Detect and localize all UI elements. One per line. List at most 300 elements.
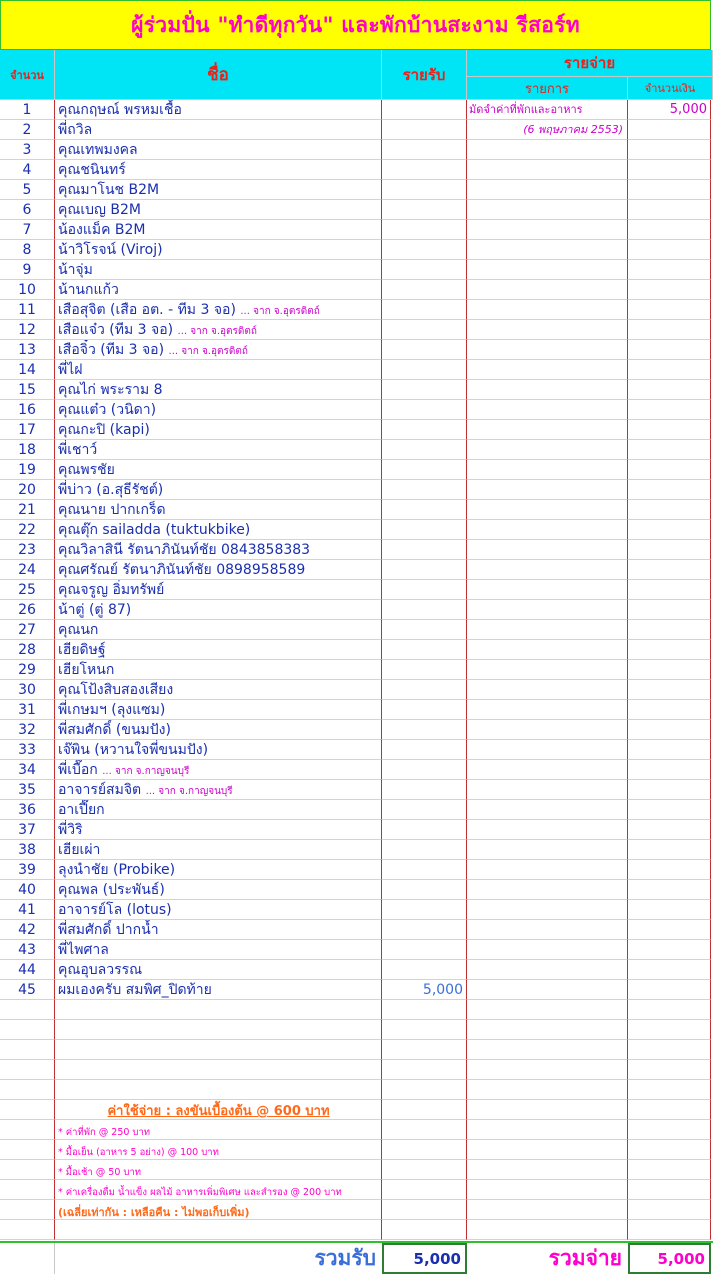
- cell-expense-amount[interactable]: [628, 720, 711, 740]
- cell-income[interactable]: [382, 860, 467, 880]
- cell-name[interactable]: [55, 380, 382, 400]
- cell-expense-item[interactable]: [467, 220, 628, 240]
- cell-expense-amount[interactable]: [628, 1120, 711, 1140]
- table-row: [0, 480, 713, 500]
- cell-name[interactable]: [55, 260, 382, 280]
- cell-income[interactable]: [382, 1080, 467, 1100]
- cell-income[interactable]: [382, 740, 467, 760]
- cell-name[interactable]: [55, 340, 382, 360]
- cell-name[interactable]: [55, 300, 382, 320]
- cell-name[interactable]: [55, 660, 382, 680]
- cell-name[interactable]: [55, 460, 382, 480]
- cell-expense-amount[interactable]: [628, 360, 711, 380]
- cell-number[interactable]: 36: [0, 800, 55, 820]
- cell-income[interactable]: [382, 1020, 467, 1040]
- cell-number[interactable]: 14: [0, 360, 55, 380]
- cell-expense-amount[interactable]: [628, 760, 711, 780]
- cell-income[interactable]: [382, 560, 467, 580]
- cell-expense-amount[interactable]: [628, 160, 711, 180]
- cell-number[interactable]: 42: [0, 920, 55, 940]
- cell-income[interactable]: [382, 340, 467, 360]
- cell-name[interactable]: [55, 720, 382, 740]
- cell-expense-amount[interactable]: [628, 480, 711, 500]
- cell-expense-amount[interactable]: [628, 1020, 711, 1040]
- cell-name[interactable]: [55, 360, 382, 380]
- cell-number[interactable]: 6: [0, 200, 55, 220]
- cell-expense-amount[interactable]: [628, 240, 711, 260]
- cell-name[interactable]: [55, 180, 382, 200]
- cell-number[interactable]: [0, 1040, 55, 1060]
- cell-expense-item[interactable]: [467, 720, 628, 740]
- total-income-value[interactable]: 5,000: [382, 1243, 467, 1274]
- cell-expense-item[interactable]: [467, 500, 628, 520]
- cell-expense-item[interactable]: [467, 480, 628, 500]
- cell-name[interactable]: [55, 580, 382, 600]
- cell-expense-amount[interactable]: [628, 1080, 711, 1100]
- cell-expense-item[interactable]: [467, 300, 628, 320]
- cell-expense-item[interactable]: [467, 680, 628, 700]
- cell-expense-amount[interactable]: [628, 220, 711, 240]
- cell-number[interactable]: 24: [0, 560, 55, 580]
- cell-number[interactable]: 26: [0, 600, 55, 620]
- cell-number[interactable]: 5: [0, 180, 55, 200]
- cell-number[interactable]: [0, 1160, 55, 1180]
- cell-number[interactable]: 19: [0, 460, 55, 480]
- cell-name[interactable]: [55, 240, 382, 260]
- cell-name[interactable]: [55, 560, 382, 580]
- cell-expense-amount[interactable]: [628, 300, 711, 320]
- notes-item: * ค่าที่พัก @ 250 บาท: [58, 1127, 151, 1138]
- cell-number[interactable]: 35: [0, 780, 55, 800]
- cell-expense-amount[interactable]: [628, 600, 711, 620]
- cell-income[interactable]: [382, 1060, 467, 1080]
- cell-income[interactable]: [382, 540, 467, 560]
- cell-expense-item[interactable]: [467, 1220, 628, 1240]
- cell-name[interactable]: [55, 200, 382, 220]
- cell-number[interactable]: 3: [0, 140, 55, 160]
- cell-expense-amount[interactable]: [628, 620, 711, 640]
- cell-number[interactable]: 30: [0, 680, 55, 700]
- cell-number[interactable]: [0, 1000, 55, 1020]
- cell-income[interactable]: [382, 920, 467, 940]
- table-row: [0, 340, 713, 360]
- cell-income[interactable]: [382, 200, 467, 220]
- cell-expense-amount[interactable]: [628, 460, 711, 480]
- cell-number[interactable]: 12: [0, 320, 55, 340]
- cell-expense-amount[interactable]: [628, 280, 711, 300]
- cell-name[interactable]: [55, 1020, 382, 1040]
- cell-number[interactable]: 29: [0, 660, 55, 680]
- cell-expense-item[interactable]: [467, 780, 628, 800]
- cell-name[interactable]: [55, 760, 382, 780]
- cell-expense-amount[interactable]: [628, 680, 711, 700]
- cell-expense-item[interactable]: [467, 320, 628, 340]
- cell-expense-amount[interactable]: [628, 120, 711, 140]
- cell-expense-item[interactable]: [467, 1200, 628, 1220]
- cell-income[interactable]: [382, 120, 467, 140]
- cell-number[interactable]: 1: [0, 100, 55, 120]
- cell-expense-item[interactable]: [467, 520, 628, 540]
- cell-name[interactable]: [55, 160, 382, 180]
- cell-expense-item[interactable]: [467, 1080, 628, 1100]
- cell-expense-amount[interactable]: [628, 740, 711, 760]
- cell-name[interactable]: [55, 780, 382, 800]
- cell-expense-item[interactable]: [467, 880, 628, 900]
- cell-name[interactable]: [55, 400, 382, 420]
- cell-income[interactable]: [382, 720, 467, 740]
- cell-expense-amount[interactable]: [628, 420, 711, 440]
- cell-expense-amount[interactable]: [628, 340, 711, 360]
- cell-name[interactable]: [55, 960, 382, 980]
- cell-number[interactable]: 17: [0, 420, 55, 440]
- cell-number[interactable]: [0, 1140, 55, 1160]
- cell-income[interactable]: 5,000: [382, 980, 467, 1000]
- cell-expense-amount[interactable]: [628, 1200, 711, 1220]
- table-row: [0, 1040, 713, 1060]
- cell-expense-amount[interactable]: [628, 800, 711, 820]
- cell-expense-amount[interactable]: [628, 140, 711, 160]
- cell-name[interactable]: [55, 540, 382, 560]
- cell-expense-amount[interactable]: [628, 440, 711, 460]
- cell-income[interactable]: [382, 1200, 467, 1220]
- cell-number[interactable]: 28: [0, 640, 55, 660]
- cell-number[interactable]: 33: [0, 740, 55, 760]
- participant-name: คุณศรัณย์ รัตนาภินันท์ชัย 0898958589: [58, 562, 306, 578]
- cell-name[interactable]: [55, 740, 382, 760]
- cell-name[interactable]: [55, 100, 382, 120]
- cell-number[interactable]: 43: [0, 940, 55, 960]
- cell-name[interactable]: [55, 1040, 382, 1060]
- cell-expense-item[interactable]: [467, 700, 628, 720]
- cell-expense-item[interactable]: [467, 400, 628, 420]
- cell-income[interactable]: [382, 840, 467, 860]
- cell-expense-amount[interactable]: [628, 840, 711, 860]
- cell-income[interactable]: [382, 180, 467, 200]
- cell-name[interactable]: [55, 840, 382, 860]
- cell-income[interactable]: [382, 400, 467, 420]
- cell-number[interactable]: 20: [0, 480, 55, 500]
- cell-expense-item[interactable]: [467, 360, 628, 380]
- cell-income[interactable]: [382, 620, 467, 640]
- cell-income[interactable]: [382, 1120, 467, 1140]
- cell-expense-item[interactable]: [467, 180, 628, 200]
- cell-income[interactable]: [382, 280, 467, 300]
- cell-expense-item[interactable]: [467, 280, 628, 300]
- cell-expense-item[interactable]: (6 พฤษภาคม 2553): [467, 120, 628, 140]
- cell-number[interactable]: 9: [0, 260, 55, 280]
- cell-income[interactable]: [382, 520, 467, 540]
- cell-income[interactable]: [382, 320, 467, 340]
- cell-number[interactable]: 31: [0, 700, 55, 720]
- cell-name[interactable]: [55, 320, 382, 340]
- cell-number[interactable]: [0, 1020, 55, 1040]
- cell-expense-amount[interactable]: [628, 860, 711, 880]
- cell-name[interactable]: [55, 480, 382, 500]
- cell-income[interactable]: [382, 500, 467, 520]
- table-row: [0, 740, 713, 760]
- cell-income[interactable]: [382, 360, 467, 380]
- cell-expense-amount[interactable]: [628, 380, 711, 400]
- cell-expense-amount[interactable]: [628, 820, 711, 840]
- cell-number[interactable]: [0, 1100, 55, 1120]
- cell-income[interactable]: [382, 240, 467, 260]
- cell-income[interactable]: [382, 100, 467, 120]
- cell-number[interactable]: 2: [0, 120, 55, 140]
- cell-expense-item[interactable]: [467, 540, 628, 560]
- cell-income[interactable]: [382, 1000, 467, 1020]
- cell-name[interactable]: [55, 640, 382, 660]
- cell-number[interactable]: 39: [0, 860, 55, 880]
- cell-expense-amount[interactable]: [628, 320, 711, 340]
- cell-income[interactable]: [382, 600, 467, 620]
- cell-name[interactable]: [55, 700, 382, 720]
- cell-expense-item[interactable]: [467, 1180, 628, 1200]
- cell-income[interactable]: [382, 800, 467, 820]
- cell-number[interactable]: [0, 1180, 55, 1200]
- cell-expense-amount[interactable]: [628, 700, 711, 720]
- cell-income[interactable]: [382, 760, 467, 780]
- cell-income[interactable]: [382, 660, 467, 680]
- cell-expense-amount[interactable]: [628, 260, 711, 280]
- cell-income[interactable]: [382, 480, 467, 500]
- cell-income[interactable]: [382, 1140, 467, 1160]
- cell-expense-item[interactable]: [467, 940, 628, 960]
- cell-expense-item[interactable]: [467, 1040, 628, 1060]
- participant-name: คุณแต๋ว (วนิดา): [58, 402, 157, 418]
- cell-expense-item[interactable]: [467, 1140, 628, 1160]
- cell-income[interactable]: [382, 460, 467, 480]
- cell-expense-item[interactable]: [467, 1060, 628, 1080]
- cell-number[interactable]: [0, 1120, 55, 1140]
- cell-name[interactable]: [55, 900, 382, 920]
- cell-expense-item[interactable]: [467, 1100, 628, 1120]
- cell-expense-item[interactable]: [467, 1160, 628, 1180]
- cell-expense-item[interactable]: [467, 840, 628, 860]
- cell-expense-item[interactable]: [467, 900, 628, 920]
- participant-name: เฮียโหนก: [58, 662, 115, 678]
- cell-expense-item[interactable]: [467, 580, 628, 600]
- cell-expense-item[interactable]: [467, 800, 628, 820]
- cell-name[interactable]: [55, 120, 382, 140]
- table-row: [0, 320, 713, 340]
- cell-income[interactable]: [382, 1160, 467, 1180]
- cell-number[interactable]: 7: [0, 220, 55, 240]
- cell-expense-item[interactable]: [467, 240, 628, 260]
- cell-number[interactable]: 40: [0, 880, 55, 900]
- cell-income[interactable]: [382, 1040, 467, 1060]
- cell-income[interactable]: [382, 140, 467, 160]
- cell-expense-amount[interactable]: [628, 1060, 711, 1080]
- cell-name[interactable]: [55, 940, 382, 960]
- cell-expense-item[interactable]: [467, 1120, 628, 1140]
- cell-number[interactable]: 23: [0, 540, 55, 560]
- cell-expense-amount[interactable]: [628, 780, 711, 800]
- cell-income[interactable]: [382, 1180, 467, 1200]
- cell-name[interactable]: [55, 140, 382, 160]
- cell-number[interactable]: 13: [0, 340, 55, 360]
- table-row: [0, 640, 713, 660]
- cell-income[interactable]: [382, 640, 467, 660]
- cell-expense-amount[interactable]: [628, 180, 711, 200]
- cell-name[interactable]: [55, 1080, 382, 1100]
- cell-expense-amount[interactable]: [628, 580, 711, 600]
- cell-expense-amount[interactable]: [628, 1160, 711, 1180]
- cell-number[interactable]: 8: [0, 240, 55, 260]
- cell-income[interactable]: [382, 580, 467, 600]
- cell-number[interactable]: 16: [0, 400, 55, 420]
- cell-expense-amount[interactable]: [628, 1220, 711, 1240]
- cell-name[interactable]: [55, 980, 382, 1000]
- cell-income[interactable]: [382, 260, 467, 280]
- cell-expense-item[interactable]: [467, 740, 628, 760]
- cell-name[interactable]: [55, 1000, 382, 1020]
- table-row: [0, 400, 713, 420]
- cell-expense-item[interactable]: [467, 820, 628, 840]
- cell-expense-amount[interactable]: [628, 560, 711, 580]
- cell-name[interactable]: [55, 220, 382, 240]
- cell-number[interactable]: [0, 1220, 55, 1240]
- cell-expense-item[interactable]: [467, 980, 628, 1000]
- cell-number[interactable]: 25: [0, 580, 55, 600]
- cell-expense-amount[interactable]: [628, 1040, 711, 1060]
- cell-number[interactable]: 22: [0, 520, 55, 540]
- cell-expense-amount[interactable]: [628, 1140, 711, 1160]
- cell-name[interactable]: [55, 620, 382, 640]
- totals-row: [0, 1241, 713, 1274]
- cell-name[interactable]: [55, 880, 382, 900]
- header-expense: รายจ่าย: [467, 50, 713, 77]
- cell-expense-amount[interactable]: [628, 520, 711, 540]
- cell-name[interactable]: [55, 920, 382, 940]
- cell-income[interactable]: [382, 300, 467, 320]
- cell-expense-item[interactable]: มัดจำค่าที่พักและอาหาร: [467, 100, 628, 120]
- cell-income[interactable]: [382, 880, 467, 900]
- cell-expense-item[interactable]: [467, 1000, 628, 1020]
- cell-name[interactable]: [55, 680, 382, 700]
- cell-expense-amount[interactable]: [628, 640, 711, 660]
- cell-expense-item[interactable]: [467, 620, 628, 640]
- cell-name[interactable]: [55, 820, 382, 840]
- cell-expense-amount[interactable]: [628, 900, 711, 920]
- cell-number[interactable]: [0, 1200, 55, 1220]
- cell-expense-item[interactable]: [467, 560, 628, 580]
- cell-income[interactable]: [382, 700, 467, 720]
- cell-income[interactable]: [382, 420, 467, 440]
- cell-expense-item[interactable]: [467, 140, 628, 160]
- cell-number[interactable]: 44: [0, 960, 55, 980]
- total-expense-value[interactable]: 5,000: [628, 1243, 711, 1274]
- participant-name: เฮียเผ่า: [58, 842, 101, 858]
- table-row: [0, 260, 713, 280]
- cell-expense-amount[interactable]: [628, 1000, 711, 1020]
- cell-name[interactable]: [55, 1060, 382, 1080]
- cell-income[interactable]: [382, 380, 467, 400]
- cell-expense-item[interactable]: [467, 340, 628, 360]
- cell-income[interactable]: [382, 1100, 467, 1120]
- cell-name[interactable]: [55, 440, 382, 460]
- cell-income[interactable]: [382, 220, 467, 240]
- cell-income[interactable]: [382, 820, 467, 840]
- cell-expense-amount[interactable]: [628, 920, 711, 940]
- cell-name[interactable]: [55, 500, 382, 520]
- cell-expense-amount[interactable]: [628, 940, 711, 960]
- cell-income[interactable]: [382, 680, 467, 700]
- sheet-title: ผู้ร่วมปั่น "ทำดีทุกวัน" และพักบ้านสะงาม รีสอร์ท: [0, 0, 711, 50]
- cell-name[interactable]: [55, 1220, 382, 1240]
- cell-expense-amount[interactable]: [628, 400, 711, 420]
- cell-number[interactable]: 38: [0, 840, 55, 860]
- cell-name[interactable]: [55, 600, 382, 620]
- cell-income[interactable]: [382, 780, 467, 800]
- cell-name[interactable]: [55, 520, 382, 540]
- cell-income[interactable]: [382, 900, 467, 920]
- cell-number[interactable]: 41: [0, 900, 55, 920]
- table-row: [0, 820, 713, 840]
- cell-number[interactable]: 10: [0, 280, 55, 300]
- cell-expense-item[interactable]: [467, 920, 628, 940]
- cell-expense-amount[interactable]: [628, 880, 711, 900]
- cell-expense-item[interactable]: [467, 160, 628, 180]
- cell-number[interactable]: [0, 1060, 55, 1080]
- cell-income[interactable]: [382, 440, 467, 460]
- cell-expense-amount[interactable]: [628, 1100, 711, 1120]
- cell-name[interactable]: [55, 280, 382, 300]
- cell-expense-item[interactable]: [467, 660, 628, 680]
- cell-expense-item[interactable]: [467, 440, 628, 460]
- cell-expense-amount[interactable]: [628, 500, 711, 520]
- cell-number[interactable]: 21: [0, 500, 55, 520]
- cell-number[interactable]: 18: [0, 440, 55, 460]
- cell-number[interactable]: 11: [0, 300, 55, 320]
- cell-expense-amount[interactable]: 5,000: [628, 100, 711, 120]
- cell-income[interactable]: [382, 960, 467, 980]
- cell-expense-amount[interactable]: [628, 960, 711, 980]
- cell-expense-amount[interactable]: [628, 1180, 711, 1200]
- cell-expense-amount[interactable]: [628, 200, 711, 220]
- cell-expense-item[interactable]: [467, 1020, 628, 1040]
- cell-expense-item[interactable]: [467, 260, 628, 280]
- cell-expense-item[interactable]: [467, 200, 628, 220]
- cell-expense-item[interactable]: [467, 460, 628, 480]
- cell-number[interactable]: 32: [0, 720, 55, 740]
- notes-item: * ค่าเครื่องดื่ม น้ำแข็ง ผลไม้ อาหารเพิ่มพิเศษ และสำรอง @ 200 บาท: [58, 1187, 342, 1198]
- cell-expense-item[interactable]: [467, 860, 628, 880]
- cell-expense-item[interactable]: [467, 380, 628, 400]
- cell-number[interactable]: 37: [0, 820, 55, 840]
- cell-number[interactable]: 4: [0, 160, 55, 180]
- cell-expense-amount[interactable]: [628, 660, 711, 680]
- cell-number[interactable]: 27: [0, 620, 55, 640]
- cell-number[interactable]: 45: [0, 980, 55, 1000]
- cell-name[interactable]: [55, 420, 382, 440]
- cell-expense-amount[interactable]: [628, 540, 711, 560]
- cell-number[interactable]: 34: [0, 760, 55, 780]
- cell-income[interactable]: [382, 1220, 467, 1240]
- cell-number[interactable]: [0, 1080, 55, 1100]
- cell-expense-amount[interactable]: [628, 980, 711, 1000]
- cell-expense-item[interactable]: [467, 640, 628, 660]
- cell-income[interactable]: [382, 160, 467, 180]
- participant-name: เฮียดิษฐ์: [58, 642, 106, 658]
- cell-expense-item[interactable]: [467, 600, 628, 620]
- cell-expense-item[interactable]: [467, 420, 628, 440]
- cell-expense-item[interactable]: [467, 960, 628, 980]
- cell-income[interactable]: [382, 940, 467, 960]
- cell-expense-item[interactable]: [467, 760, 628, 780]
- cell-name[interactable]: [55, 800, 382, 820]
- cell-number[interactable]: 15: [0, 380, 55, 400]
- cell-name[interactable]: [55, 860, 382, 880]
